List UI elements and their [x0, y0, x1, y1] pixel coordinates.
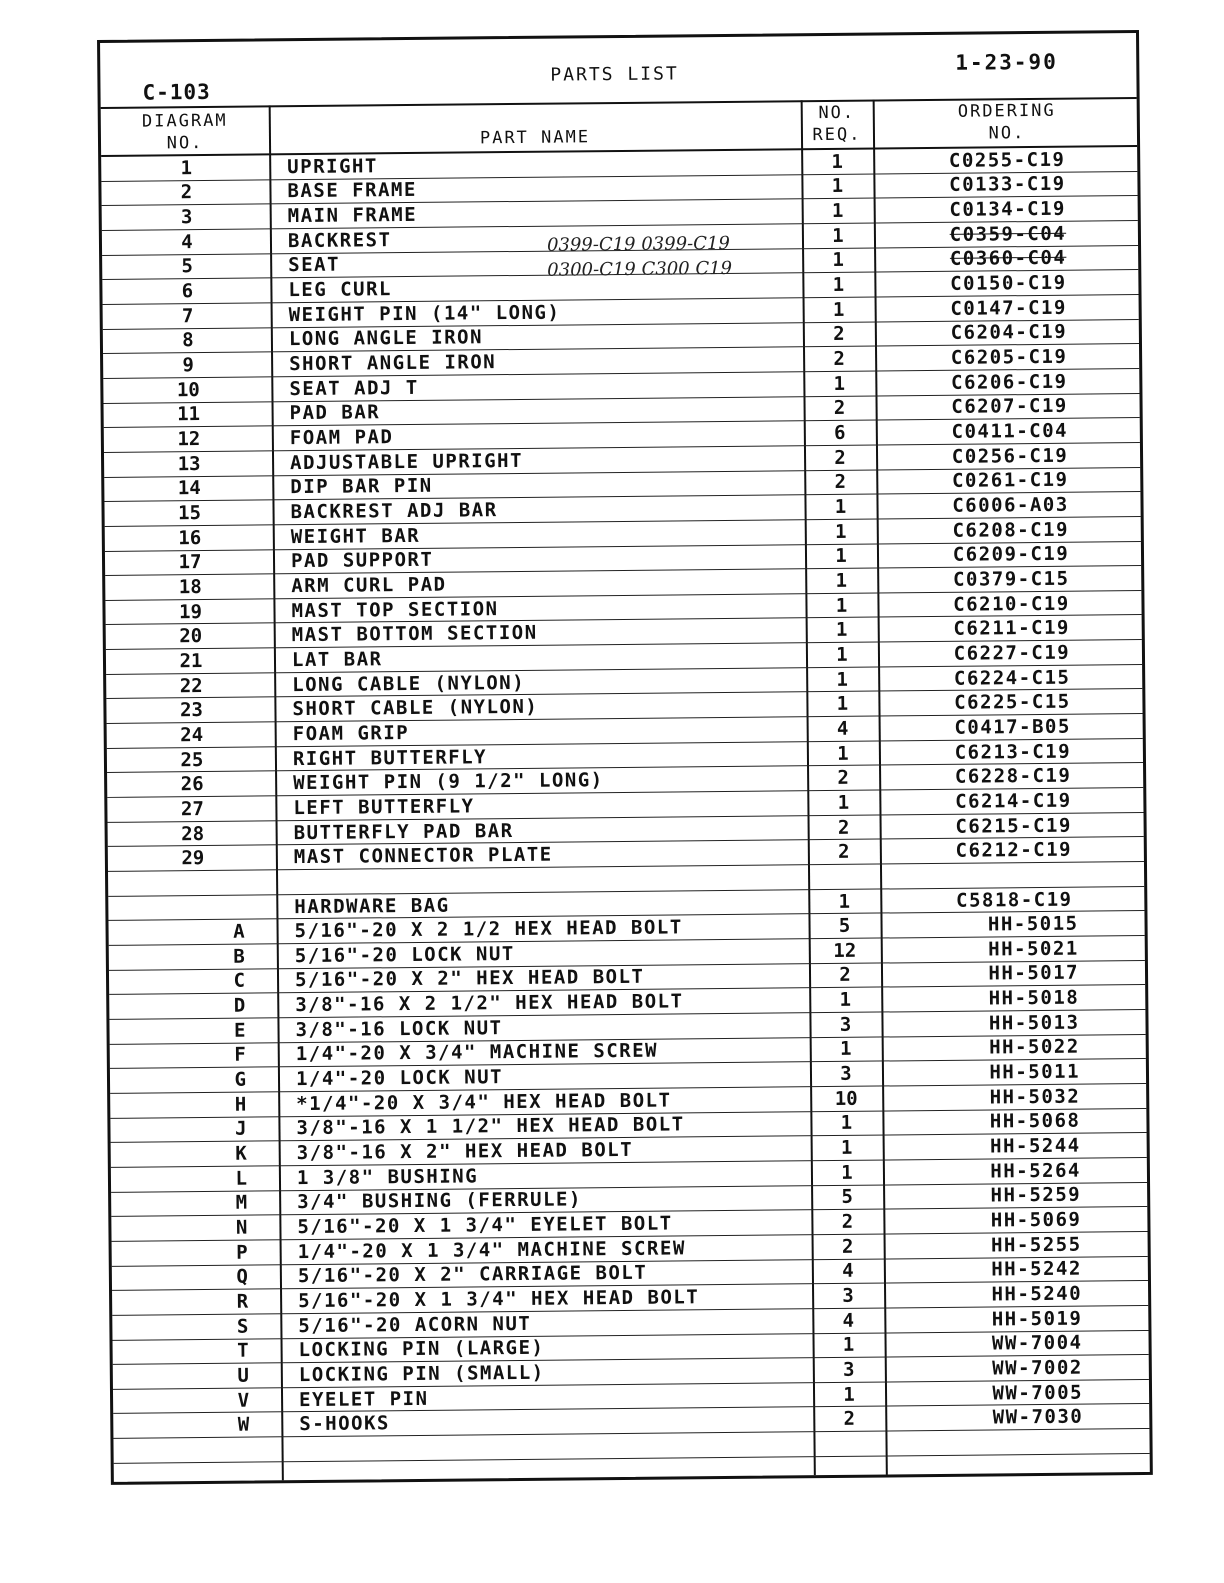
diagram-no-cell: 23: [179, 699, 204, 722]
part-name-cell: BACKREST: [287, 228, 392, 252]
diagram-no-cell: N: [235, 1216, 248, 1239]
quantity-cell: 2: [837, 816, 850, 839]
part-name-cell: *1/4"-20 X 3/4" HEX HEAD BOLT: [296, 1089, 672, 1115]
diagram-no-cell: [108, 870, 278, 895]
handwritten-note-backrest: 0399-C19 0399-C19: [546, 232, 730, 256]
part-name-cell: LONG ANGLE IRON: [288, 326, 484, 351]
ordering-no-cell: WW-7002: [992, 1356, 1083, 1380]
diagram-no-cell: 10: [176, 378, 200, 401]
diagram-no-cell: Q: [236, 1265, 249, 1289]
part-name-cell: ARM CURL PAD: [291, 573, 447, 598]
ordering-no-cell: HH-5017: [988, 962, 1080, 985]
quantity-cell: 2: [837, 767, 849, 790]
quantity-cell: 1: [838, 890, 851, 913]
ordering-no-cell: C6212-C19: [955, 838, 1073, 862]
ordering-no-cell: C0379-C15: [952, 567, 1070, 591]
part-name-cell: MAST BOTTOM SECTION: [291, 622, 538, 647]
diagram-no-cell: 28: [181, 822, 205, 845]
quantity-cell: 1: [831, 175, 844, 198]
ordering-no-cell: C5818-C19: [955, 888, 1073, 912]
quantity-cell: 12: [833, 939, 857, 962]
quantity-cell: 1: [835, 545, 847, 568]
part-name-cell: 1/4"-20 LOCK NUT: [295, 1066, 504, 1091]
part-name-cell: MAST CONNECTOR PLATE: [293, 843, 553, 869]
part-name-cell: LONG CABLE (NYLON): [292, 671, 526, 696]
ordering-no-cell: WW-7004: [991, 1331, 1083, 1355]
ordering-no-cell: C6207-C19: [951, 395, 1068, 419]
part-name-cell: 3/4" BUSHING (FERRULE): [297, 1188, 582, 1214]
part-name-cell: FOAM GRIP: [292, 721, 410, 746]
quantity-cell: 3: [840, 1062, 852, 1086]
quantity-cell: 1: [832, 298, 845, 321]
ordering-no-cell: [885, 1429, 1153, 1455]
part-name-cell: ADJUSTABLE UPRIGHT: [289, 449, 524, 474]
diagram-no-cell: K: [235, 1142, 247, 1165]
part-name-cell: MAIN FRAME: [287, 204, 418, 228]
part-name-cell: MAST TOP SECTION: [291, 597, 499, 622]
quantity-cell: 2: [839, 964, 851, 987]
ordering-no-cell: C6213-C19: [954, 740, 1072, 764]
part-name-cell: LEG CURL: [288, 278, 393, 302]
quantity-cell: 6: [833, 421, 846, 444]
quantity-cell: 1: [839, 988, 852, 1012]
diagram-no-cell: 26: [180, 773, 204, 796]
column-header-part-name: PART NAME: [479, 127, 591, 149]
parts-list-sheet: [97, 30, 1153, 1485]
part-name-cell: SEAT: [288, 254, 341, 277]
part-name-cell: S-HOOKS: [299, 1412, 391, 1436]
ordering-no-cell: HH-5264: [990, 1159, 1082, 1183]
quantity-cell: [813, 1432, 885, 1456]
ordering-no-cell: HH-5244: [990, 1134, 1081, 1158]
part-name-cell: LEFT BUTTERFLY: [293, 795, 475, 820]
ordering-no-cell: HH-5022: [989, 1036, 1080, 1059]
parts-table-body: [101, 147, 1149, 1464]
diagram-no-cell: R: [236, 1290, 249, 1313]
quantity-cell: 1: [835, 619, 848, 642]
quantity-cell: 4: [836, 717, 849, 740]
part-name-cell: UPRIGHT: [287, 155, 378, 179]
quantity-cell: 5: [838, 914, 851, 938]
ordering-no-cell: C6208-C19: [952, 518, 1070, 542]
part-name-cell: LAT BAR: [291, 648, 383, 672]
part-name-cell: BUTTERFLY PAD BAR: [293, 819, 514, 844]
diagram-no-cell: 21: [179, 649, 203, 673]
handwritten-note-seat: 0300-C19 C300 C19: [547, 257, 733, 281]
quantity-cell: 1: [837, 791, 850, 814]
diagram-no-cell: C: [233, 970, 246, 993]
ordering-no-cell: C6228-C19: [954, 764, 1072, 789]
ordering-no-cell: C6210-C19: [953, 592, 1070, 616]
part-name-cell: 1/4"-20 X 3/4" MACHINE SCREW: [295, 1040, 659, 1066]
ordering-no-cell: HH-5069: [990, 1208, 1082, 1232]
document-date: 1-23-90: [955, 49, 1058, 75]
quantity-cell: 2: [833, 347, 845, 371]
ordering-no-cell: C6214-C19: [955, 789, 1072, 813]
ordering-no-cell: C6224-C15: [953, 666, 1071, 690]
diagram-no-cell: T: [237, 1339, 249, 1363]
diagram-no-cell: G: [234, 1068, 247, 1091]
quantity-cell: 1: [832, 224, 844, 247]
ordering-no-cell: C0256-C19: [951, 444, 1069, 468]
part-name-cell: 1 3/8" BUSHING: [296, 1165, 479, 1189]
quantity-cell: 1: [836, 693, 849, 716]
column-header-no-req: NO. REQ.: [812, 102, 862, 146]
quantity-cell: 1: [832, 273, 845, 297]
part-name-cell: 5/16"-20 X 1 3/4" HEX HEAD BOLT: [298, 1286, 700, 1313]
quantity-cell: 3: [842, 1284, 854, 1307]
ordering-no-cell: C6215-C19: [955, 814, 1072, 838]
part-name-cell: 5/16"-20 X 1 3/4" EYELET BOLT: [297, 1212, 673, 1239]
ordering-no-cell: HH-5242: [991, 1257, 1082, 1281]
part-name-cell: 3/8"-16 X 1 1/2" HEX HEAD BOLT: [296, 1113, 685, 1140]
ordering-no-cell: C0360-C04: [949, 247, 1067, 271]
quantity-cell: 1: [834, 495, 847, 518]
diagram-no-cell: 25: [180, 748, 204, 771]
diagram-no-cell: D: [233, 994, 246, 1017]
quantity-cell: 3: [842, 1358, 855, 1381]
quantity-cell: 10: [834, 1087, 858, 1110]
diagram-no-cell: 1: [180, 156, 193, 180]
ordering-no-cell: C0261-C19: [951, 469, 1069, 493]
quantity-cell: 1: [840, 1112, 853, 1135]
ordering-no-cell: C0133-C19: [949, 173, 1066, 197]
diagram-no-cell: 29: [181, 847, 205, 870]
ordering-no-cell: C0417-B05: [954, 715, 1071, 739]
quantity-cell: 1: [831, 150, 844, 173]
ordering-no-cell: HH-5068: [989, 1110, 1081, 1133]
diagram-no-cell: S: [236, 1315, 249, 1338]
quantity-cell: 2: [843, 1408, 856, 1431]
ordering-no-cell: C0411-C04: [951, 419, 1069, 443]
part-name-cell: SHORT ANGLE IRON: [289, 351, 497, 376]
ordering-no-cell: C6227-C19: [953, 641, 1071, 665]
quantity-cell: 2: [838, 841, 850, 864]
ordering-no-cell: C0359-C04: [949, 222, 1067, 246]
quantity-cell: 1: [841, 1161, 853, 1184]
column-header-ordering-no: ORDERING NO.: [957, 100, 1056, 144]
diagram-no-cell: 7: [181, 304, 194, 327]
ordering-no-cell: WW-7030: [992, 1405, 1084, 1429]
part-name-cell: [299, 1432, 809, 1461]
part-name-cell: RIGHT BUTTERFLY: [292, 745, 488, 770]
diagram-no-cell: J: [234, 1118, 247, 1141]
part-name-cell: BACKREST ADJ BAR: [290, 499, 498, 524]
diagram-no-cell: 17: [178, 551, 202, 574]
quantity-cell: 2: [834, 471, 847, 494]
part-name-cell: 5/16"-20 X 2" HEX HEAD BOLT: [294, 966, 645, 992]
column-header-diagram-no: DIAGRAM NO.: [141, 110, 228, 154]
part-name-cell: 1/4"-20 X 1 3/4" MACHINE SCREW: [297, 1237, 686, 1263]
part-name-cell: SEAT ADJ T: [289, 376, 419, 400]
diagram-no-cell: 6: [181, 280, 194, 303]
part-name-cell: PAD BAR: [289, 401, 381, 425]
ordering-no-cell: HH-5013: [988, 1011, 1080, 1035]
diagram-no-cell: 11: [177, 403, 201, 426]
ordering-no-cell: HH-5011: [989, 1060, 1081, 1084]
diagram-no-cell: 4: [181, 230, 193, 253]
diagram-no-cell: 12: [177, 428, 201, 451]
quantity-cell: 2: [833, 397, 846, 420]
quantity-cell: 1: [835, 594, 848, 617]
diagram-no-cell: 27: [180, 797, 204, 821]
diagram-no-cell: W: [237, 1413, 250, 1437]
part-name-cell: SHORT CABLE (NYLON): [292, 696, 539, 721]
quantity-cell: 1: [840, 1136, 853, 1159]
diagram-no-cell: 19: [178, 600, 203, 623]
diagram-no-cell: 2: [180, 181, 193, 204]
diagram-no-cell: 20: [179, 625, 203, 648]
part-name-cell: LOCKING PIN (LARGE): [298, 1337, 545, 1362]
diagram-no-cell: E: [233, 1019, 246, 1042]
quantity-cell: 5: [841, 1186, 853, 1209]
part-name-cell: EYELET PIN: [298, 1387, 429, 1411]
quantity-cell: 2: [841, 1235, 854, 1258]
quantity-cell: 4: [842, 1260, 854, 1283]
quantity-cell: 1: [842, 1334, 855, 1357]
part-name-cell: FOAM PAD: [289, 426, 394, 450]
ordering-no-cell: HH-5032: [989, 1085, 1081, 1109]
part-name-cell: HARDWARE BAG: [294, 894, 450, 918]
ordering-no-cell: C0150-C19: [950, 271, 1067, 295]
part-name-cell: 3/8"-16 LOCK NUT: [295, 1016, 503, 1041]
ordering-no-cell: HH-5019: [991, 1307, 1083, 1331]
part-name-cell: 3/8"-16 X 2 1/2" HEX HEAD BOLT: [295, 990, 684, 1017]
form-code: C-103: [142, 79, 211, 105]
ordering-no-cell: C6209-C19: [952, 543, 1070, 567]
ordering-no-cell: C6204-C19: [950, 321, 1068, 345]
ordering-no-cell: [880, 862, 1148, 888]
diagram-no-cell: 13: [177, 452, 201, 475]
quantity-cell: 1: [835, 569, 848, 592]
diagram-no-cell: 9: [182, 354, 194, 377]
quantity-cell: [808, 865, 880, 889]
diagram-no-cell: A: [233, 920, 245, 943]
ordering-no-cell: WW-7005: [992, 1381, 1084, 1405]
quantity-cell: 1: [832, 249, 844, 272]
diagram-no-cell: H: [234, 1093, 247, 1116]
diagram-no-cell: 18: [178, 576, 202, 599]
diagram-no-cell: U: [237, 1364, 249, 1387]
diagram-no-cell: 24: [180, 723, 204, 747]
page-title: PARTS LIST: [550, 63, 679, 86]
part-name-cell: WEIGHT PIN (9 1/2" LONG): [293, 769, 604, 795]
diagram-no-cell: [108, 895, 278, 920]
part-name-cell: BASE FRAME: [287, 179, 417, 203]
part-name-cell: LOCKING PIN (SMALL): [298, 1361, 545, 1387]
part-name-cell: 5/16"-20 ACORN NUT: [298, 1312, 532, 1337]
ordering-no-cell: C6206-C19: [951, 370, 1068, 394]
diagram-no-cell: [113, 1437, 283, 1462]
diagram-no-cell: 3: [180, 206, 193, 229]
quantity-cell: 1: [836, 668, 849, 691]
ordering-no-cell: C6211-C19: [953, 616, 1071, 641]
part-name-cell: 5/16"-20 X 2 1/2 HEX HEAD BOLT: [294, 916, 683, 943]
quantity-cell: 2: [841, 1210, 854, 1233]
quantity-cell: 1: [837, 742, 849, 765]
quantity-cell: 3: [839, 1013, 852, 1036]
diagram-no-cell: V: [237, 1389, 250, 1412]
part-name-cell: 5/16"-20 LOCK NUT: [294, 942, 515, 967]
diagram-no-cell: 22: [179, 674, 203, 697]
quantity-cell: 2: [834, 446, 846, 469]
quantity-cell: 1: [839, 1038, 852, 1061]
part-name-cell: 5/16"-20 X 2" CARRIAGE BOLT: [297, 1262, 648, 1288]
part-name-cell: WEIGHT PIN (14" LONG): [288, 301, 561, 326]
ordering-no-cell: C6006-A03: [952, 493, 1069, 517]
ordering-no-cell: C6205-C19: [950, 345, 1068, 369]
quantity-cell: 1: [834, 520, 847, 543]
ordering-no-cell: HH-5259: [990, 1183, 1082, 1207]
ordering-no-cell: C0134-C19: [949, 197, 1067, 221]
diagram-no-cell: L: [235, 1167, 248, 1190]
quantity-cell: 1: [831, 199, 844, 223]
quantity-cell: 2: [833, 323, 845, 346]
ordering-no-cell: C6225-C15: [954, 690, 1071, 715]
part-name-cell: [294, 865, 804, 894]
diagram-no-cell: 8: [182, 329, 194, 352]
diagram-no-cell: 5: [181, 255, 194, 278]
quantity-cell: 1: [836, 643, 848, 666]
ordering-no-cell: HH-5015: [987, 912, 1079, 936]
ordering-no-cell: HH-5018: [988, 986, 1080, 1010]
ordering-no-cell: HH-5255: [990, 1233, 1082, 1257]
diagram-no-cell: P: [236, 1241, 248, 1264]
quantity-cell: 1: [843, 1383, 855, 1406]
part-name-cell: DIP BAR PIN: [290, 475, 433, 499]
ordering-no-cell: HH-5021: [988, 937, 1079, 961]
ordering-no-cell: C0147-C19: [950, 296, 1067, 320]
quantity-cell: 4: [842, 1309, 855, 1332]
diagram-no-cell: B: [233, 945, 245, 968]
diagram-no-cell: 14: [177, 477, 201, 500]
part-name-cell: WEIGHT BAR: [290, 524, 421, 548]
ordering-no-cell: C0255-C19: [948, 148, 1066, 172]
part-name-cell: 3/8"-16 X 2" HEX HEAD BOLT: [296, 1138, 634, 1165]
ordering-no-cell: HH-5240: [991, 1282, 1083, 1306]
diagram-no-cell: F: [234, 1044, 246, 1067]
quantity-cell: 1: [833, 372, 846, 395]
part-name-cell: PAD SUPPORT: [290, 549, 434, 573]
diagram-no-cell: M: [235, 1192, 248, 1215]
diagram-no-cell: 15: [178, 502, 202, 525]
diagram-no-cell: 16: [178, 526, 202, 549]
